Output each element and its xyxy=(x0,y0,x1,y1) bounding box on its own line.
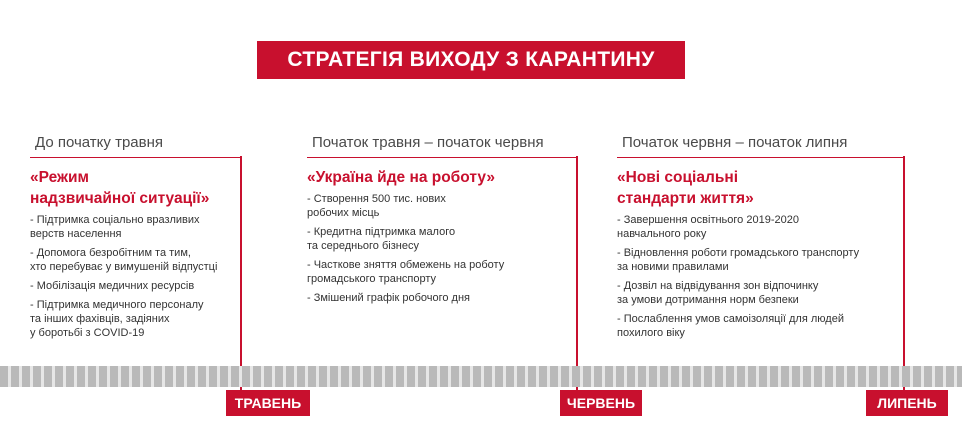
list-item: - Послаблення умов самоізоляції для людей похилого віку xyxy=(617,313,844,339)
timeline-bar xyxy=(0,366,962,387)
list-item: - Мобілізація медичних ресурсів xyxy=(30,280,195,292)
stage-heading xyxy=(617,167,905,209)
stage-heading-line: надзвичайної ситуації» xyxy=(30,190,210,207)
list-item: - Завершення освітнього 2019-2020 навчального року xyxy=(617,214,799,240)
stage-heading-line: «Режим xyxy=(30,169,89,186)
stage-heading-line: «Україна йде на роботу» xyxy=(307,169,495,186)
list-item: - Створення 500 тис. нових робочих місць xyxy=(307,193,446,219)
stage-column-2 xyxy=(307,134,578,310)
list-item: - Підтримка соціально вразливих верств населення xyxy=(30,214,200,240)
stage-column-3 xyxy=(617,134,905,345)
stage-heading-line: стандарти життя» xyxy=(617,190,754,207)
stage-column-1 xyxy=(30,134,242,345)
stage-period: Початок червня – початок липня xyxy=(617,134,905,158)
stage-item-list xyxy=(617,213,905,340)
stage-heading xyxy=(307,167,578,188)
list-item: - Дозвіл на відвідування зон відпочинку за умови дотримання норм безпеки xyxy=(617,280,819,306)
list-item: - Змішений графік робочого дня xyxy=(307,292,470,304)
stage-period: До початку травня xyxy=(30,134,242,158)
month-label-may: ТРАВЕНЬ xyxy=(226,390,310,416)
list-item: - Допомога безробітним та тим, хто перебуває у вимушеній відпустці xyxy=(30,247,218,273)
page-title: СТРАТЕГІЯ ВИХОДУ З КАРАНТИНУ xyxy=(257,41,685,79)
list-item: - Кредитна підтримка малого та середнього бізнесу xyxy=(307,226,456,252)
stage-item-list xyxy=(307,192,578,305)
list-item: - Відновлення роботи громадського транспорту за новими правилами xyxy=(617,247,860,273)
list-item: - Підтримка медичного персоналу та інших фахівців, задіяних у боротьбі з COVID-19 xyxy=(30,299,204,339)
stage-item-list xyxy=(30,213,242,340)
stage-heading-line: «Нові соціальні xyxy=(617,169,739,186)
month-label-june: ЧЕРВЕНЬ xyxy=(560,390,642,416)
stage-period: Початок травня – початок червня xyxy=(307,134,578,158)
list-item: - Часткове зняття обмежень на роботу громадського транспорту xyxy=(307,259,505,285)
stage-heading xyxy=(30,167,242,209)
month-label-july: ЛИПЕНЬ xyxy=(866,390,948,416)
